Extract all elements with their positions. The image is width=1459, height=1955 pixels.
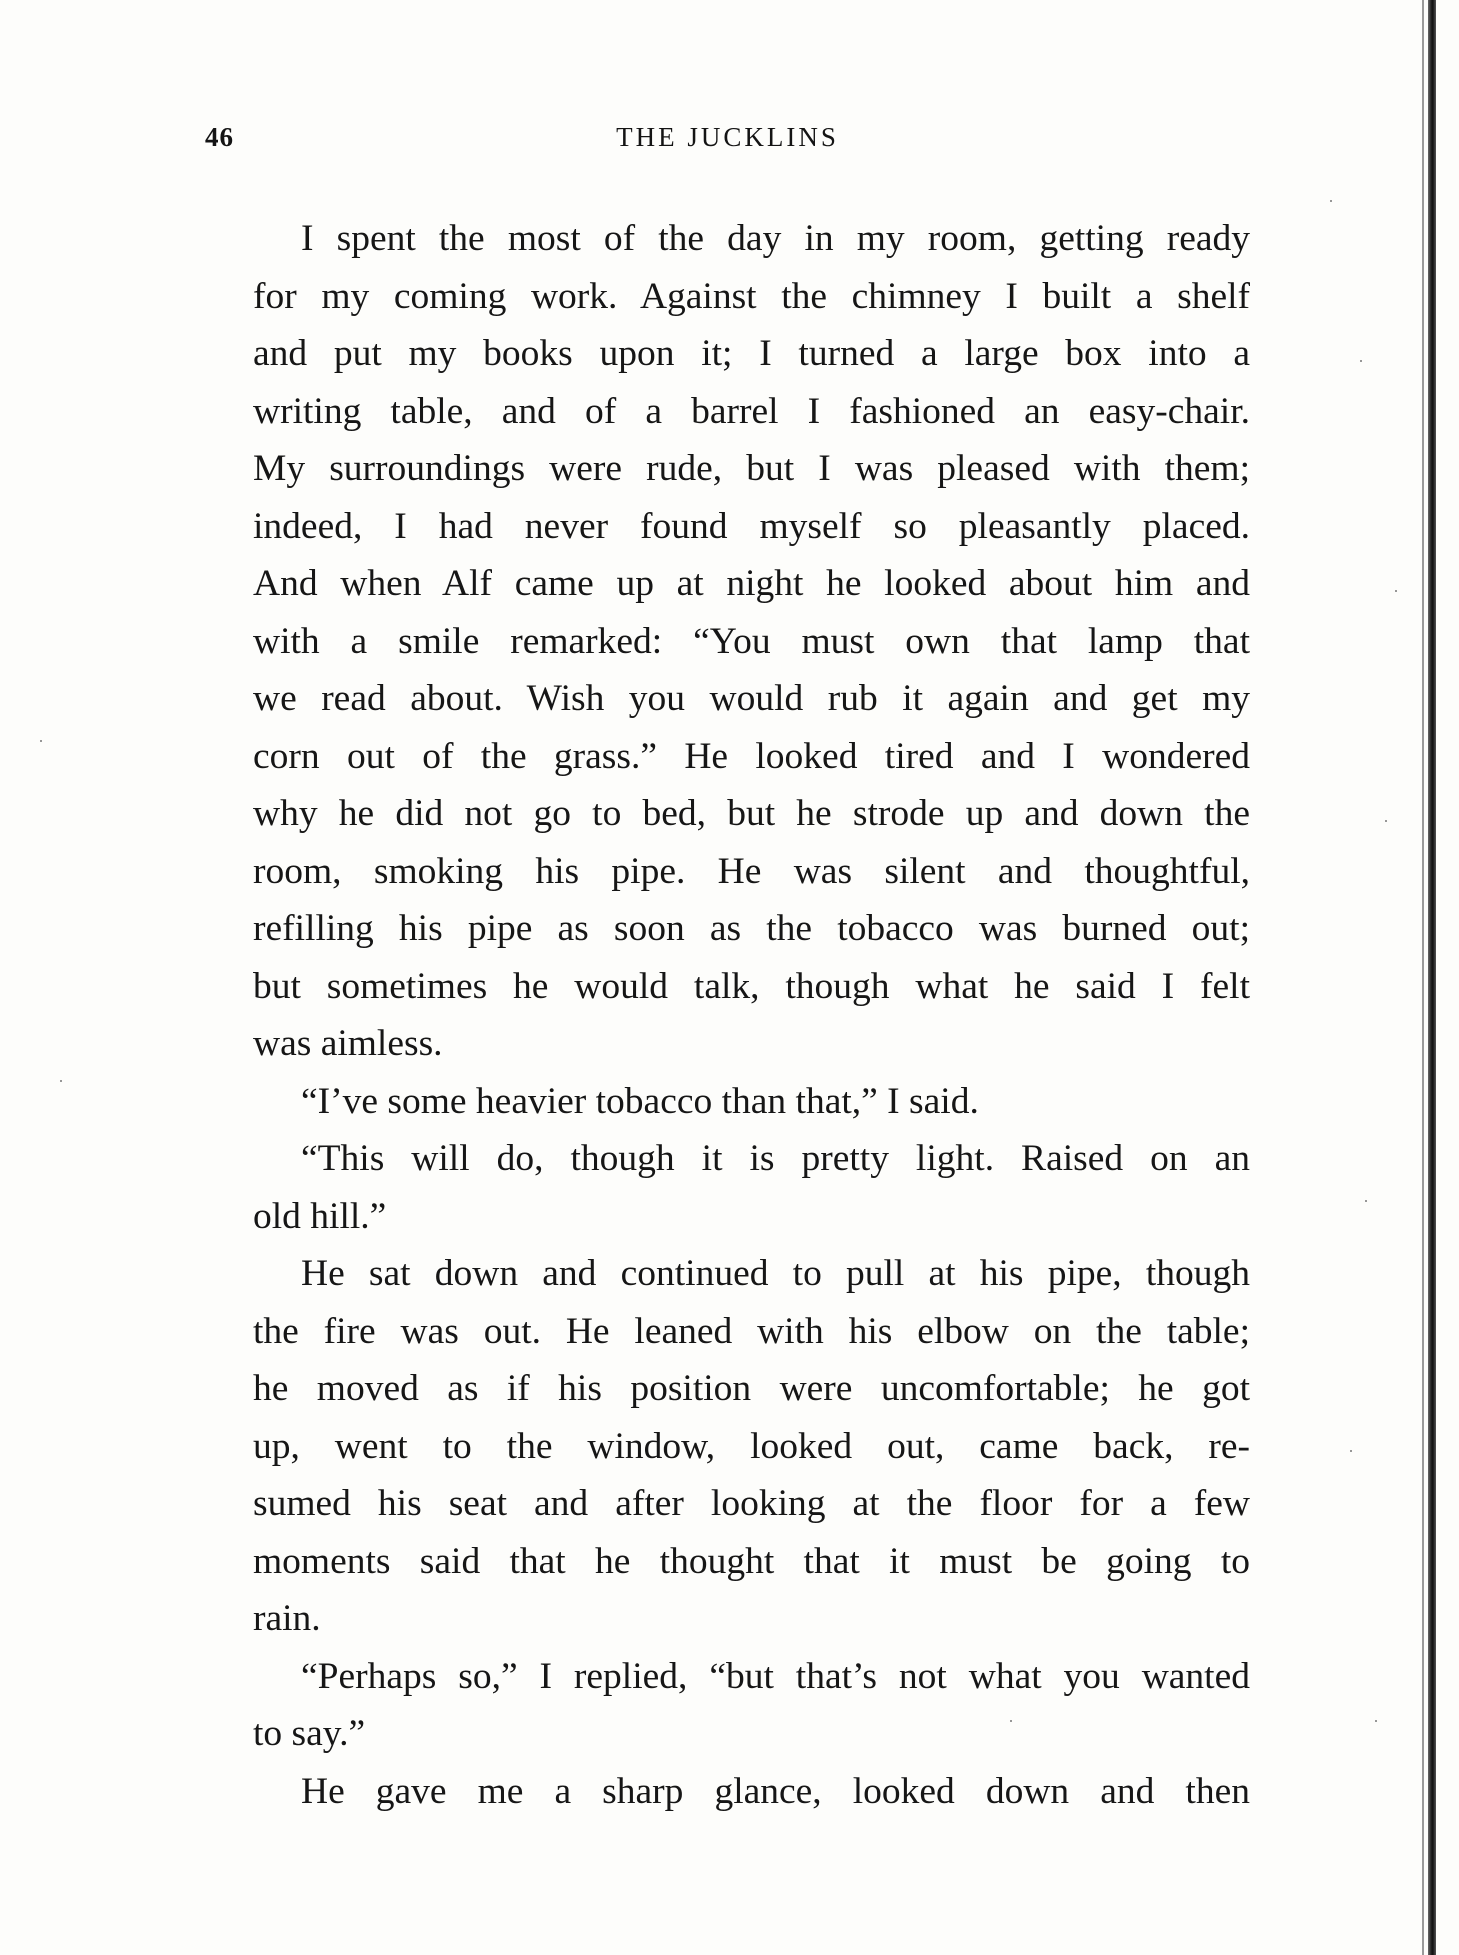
- text-line: with a smile remarked: “You must own that lamp that: [253, 620, 1250, 662]
- paragraph-2: [205, 1073, 1250, 1131]
- binding-edge-shadow: [1422, 0, 1424, 1955]
- text-line: And when Alf came up at night he looked about him and: [253, 563, 1250, 604]
- paragraph-1: [205, 210, 1250, 1073]
- scan-speck: [1010, 1720, 1012, 1722]
- text-line: rain.: [253, 1598, 321, 1639]
- text-line: for my coming work. Against the chimney I built a shelf: [253, 275, 1250, 317]
- text-line: and put my books upon it; I turned a large box into a: [253, 333, 1250, 374]
- text-line: I spent the most of the day in my room, getting ready: [301, 218, 1250, 259]
- paragraph-6: [205, 1763, 1250, 1821]
- text-line: He sat down and continued to pull at his pipe, though: [301, 1253, 1250, 1294]
- text-line: but sometimes he would talk, though what he said I felt: [253, 965, 1250, 1007]
- text-line: up, went to the window, looked out, came back, re-: [253, 1425, 1250, 1467]
- text-line: we read about. Wish you would rub it again and get my: [253, 678, 1250, 719]
- paragraph-5: [205, 1648, 1250, 1763]
- scan-speck: [60, 1080, 62, 1082]
- paragraph-3: [205, 1130, 1250, 1245]
- scan-speck: [40, 740, 42, 742]
- text-line: He gave me a sharp glance, looked down and then: [301, 1770, 1250, 1812]
- paragraph-4: [205, 1245, 1250, 1648]
- scan-speck: [1330, 200, 1332, 202]
- text-line: “Perhaps so,” I replied, “but that’s not what you wanted: [301, 1655, 1250, 1697]
- running-head: THE JUCKLINS: [616, 122, 839, 152]
- scan-speck: [1385, 820, 1387, 822]
- text-line: indeed, I had never found myself so pleasantly placed.: [253, 505, 1250, 547]
- text-line: sumed his seat and after looking at the floor for a few: [253, 1483, 1250, 1524]
- text-line: My surroundings were rude, but I was pleased with them;: [253, 448, 1250, 489]
- text-line: old hill.”: [253, 1195, 387, 1237]
- scan-speck: [1395, 590, 1397, 592]
- scan-speck: [1360, 360, 1362, 362]
- body-text: [205, 210, 1250, 1820]
- text-line: why he did not go to bed, but he strode up and down the: [253, 793, 1250, 834]
- text-line: the fire was out. He leaned with his elbow on the table;: [253, 1310, 1250, 1352]
- text-line: “I’ve some heavier tobacco than that,” I said.: [301, 1080, 979, 1122]
- text-line: was aimless.: [253, 1023, 443, 1064]
- text-line: he moved as if his position were uncomfortable; he got: [253, 1368, 1250, 1409]
- text-line: to say.”: [253, 1713, 366, 1754]
- text-line: moments said that he thought that it must be going to: [253, 1540, 1250, 1582]
- text-line: “This will do, though it is pretty light. Raised on an: [301, 1138, 1250, 1179]
- scan-speck: [1365, 1200, 1367, 1202]
- text-line: corn out of the grass.” He looked tired and I wondered: [253, 735, 1250, 777]
- text-line: refilling his pipe as soon as the tobacco was burned out;: [253, 908, 1250, 949]
- page-header: [205, 122, 1250, 162]
- text-line: writing table, and of a barrel I fashioned an easy-chair.: [253, 390, 1250, 432]
- binding-edge: [1428, 0, 1436, 1955]
- page-number: 46: [205, 122, 234, 152]
- scan-speck: [1350, 1450, 1352, 1452]
- text-line: room, smoking his pipe. He was silent and thoughtful,: [253, 850, 1250, 892]
- scan-speck: [1375, 1720, 1377, 1722]
